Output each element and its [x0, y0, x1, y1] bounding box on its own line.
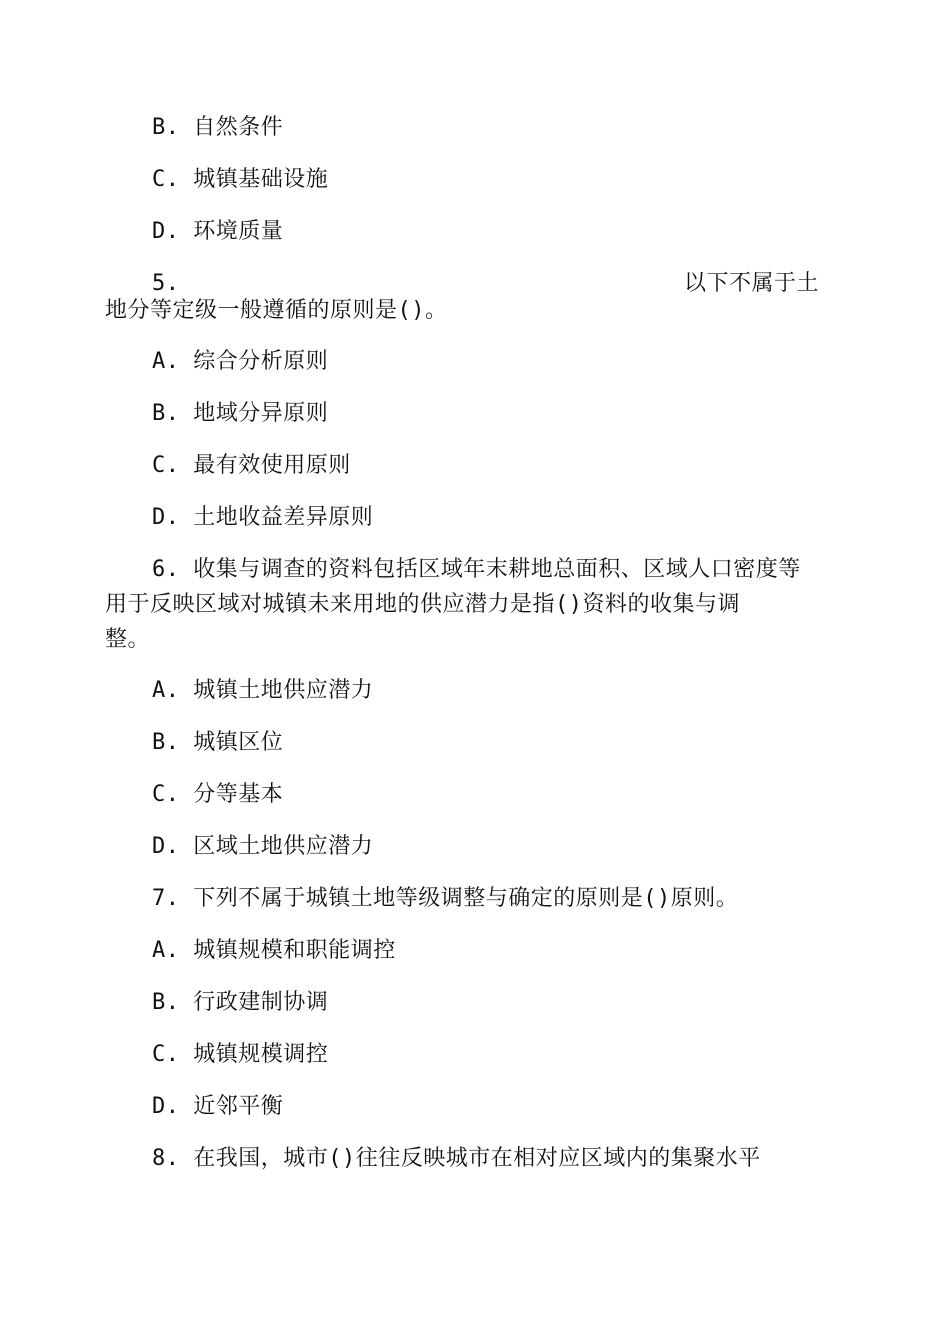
q4-option-b: B. 自然条件 [152, 115, 284, 140]
q7-line1: 7. 下列不属于城镇土地等级调整与确定的原则是()原则。 [152, 886, 739, 911]
q7-option-d: D. 近邻平衡 [152, 1094, 284, 1119]
q6-option-b: B. 城镇区位 [152, 730, 284, 755]
q6-option-c: C. 分等基本 [152, 782, 284, 807]
q5-number: 5. [152, 271, 180, 296]
q8-line1: 8. 在我国，城市()往往反映城市在相对应区域内的集聚水平 [152, 1146, 761, 1171]
q5-option-c: C. 最有效使用原则 [152, 453, 351, 478]
q6-line1: 6. 收集与调查的资料包括区域年末耕地总面积、区域人口密度等 [152, 557, 801, 582]
q4-option-c: C. 城镇基础设施 [152, 167, 329, 192]
q4-option-d: D. 环境质量 [152, 219, 284, 244]
q5-option-d: D. 土地收益差异原则 [152, 505, 374, 530]
q5-text-right: 以下不属于土 [684, 271, 820, 296]
q6-option-d: D. 区域土地供应潜力 [152, 834, 374, 859]
q6-line3: 整。 [105, 627, 151, 652]
q5-option-b: B. 地域分异原则 [152, 401, 329, 426]
q7-option-b: B. 行政建制协调 [152, 990, 329, 1015]
q5-option-a: A. 综合分析原则 [152, 349, 329, 374]
q7-option-a: A. 城镇规模和职能调控 [152, 938, 396, 963]
q6-line2: 用于反映区域对城镇未来用地的供应潜力是指()资料的收集与调 [105, 592, 740, 617]
q7-option-c: C. 城镇规模调控 [152, 1042, 329, 1067]
q6-option-a: A. 城镇土地供应潜力 [152, 678, 374, 703]
q5-text-cont: 地分等定级一般遵循的原则是()。 [105, 298, 448, 323]
